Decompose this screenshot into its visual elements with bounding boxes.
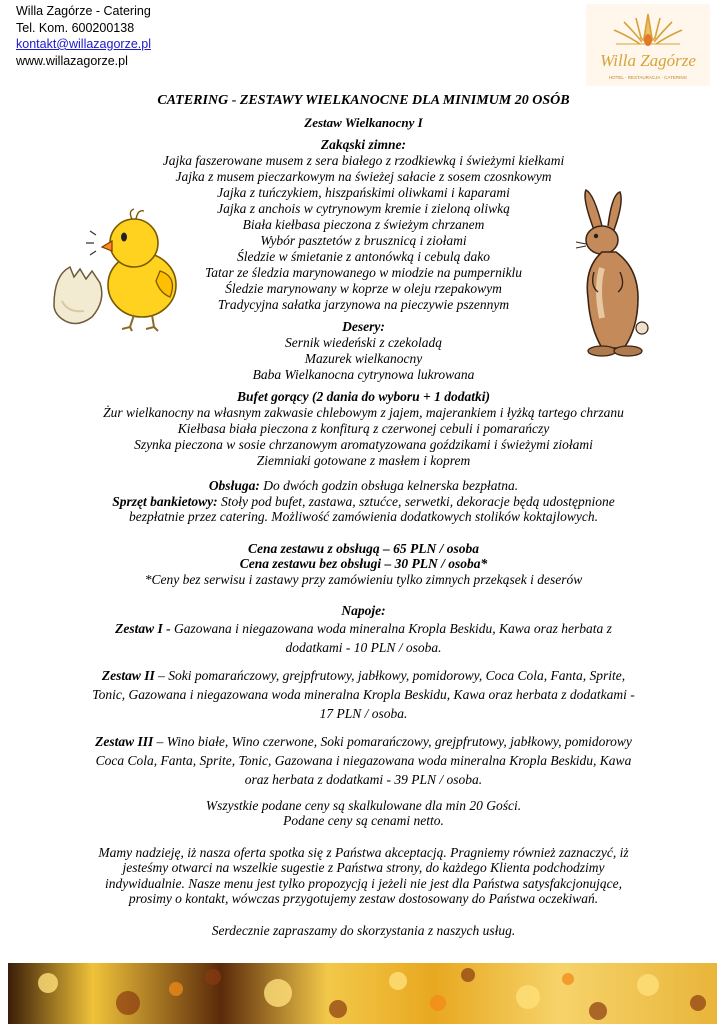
list-item: Śledzie marynowany w koprze w oleju rzepakowym — [225, 281, 502, 296]
willa-zagorze-logo — [586, 4, 710, 86]
list-item: Biała kiełbasa pieczona z świeżym chrzanem — [242, 217, 485, 232]
list-item: Jajka z tuńczykiem, hiszpańskimi oliwkami i kaparami — [217, 185, 510, 200]
floral-banner-icon — [8, 963, 717, 1024]
price-with-service: Cena zestawu z obsługą – 65 PLN / osoba — [247, 540, 480, 556]
list-item: Tradycyjna sałatka jarzynowa na pieczywie pszennym — [217, 297, 510, 312]
closing-paragraph: Mamy nadzieję, iż nasza oferta spotka się z Państwa akceptacją. Pragniemy również zaznaczyć, iż jesteśmy otwarci na wszelkie sugestie z Państwa strony, do każdego Klienta podchodzimy indywidualnie. Nasze menu jest tylko propozycją i jeżeli nie jest dla Państwa satysfakcjonujące, prosimy o kontakt, wówczas przygotujemy zestaw dostosowany do Państwa oczekiwań. — [98, 844, 629, 906]
list-item: Mazurek wielkanocny — [304, 351, 423, 366]
footer-decoration-image — [8, 963, 717, 1024]
list-item: Jajka faszerowane musem z sera białego z rzodkiewką i świeżymi kiełkami — [162, 153, 565, 168]
logo-graphic — [586, 4, 710, 86]
list-item: Żur wielkanocny na własnym zakwasie chlebowym z jajem, majerankiem i łyżką tartego chrzanu — [103, 405, 624, 420]
list-item: Ziemniaki gotowane z masłem i koprem — [256, 453, 471, 468]
drinks-set-label: Zestaw III — [95, 733, 154, 749]
list-item: Baba Wielkanocna cytrynowa lukrowana — [252, 367, 475, 382]
price-without-service: Cena zestawu bez obsługi – 30 PLN / osoba* — [239, 556, 488, 571]
list-item: Sernik wiedeński z czekoladą — [284, 335, 443, 350]
net-price-note: Podane ceny są cenami netto. — [283, 813, 444, 828]
list-item: Jajka z musem pieczarkowym na świeżej sałacie z sosem czosnkowym — [175, 169, 552, 184]
service-info — [86, 478, 641, 494]
hot-buffet-heading: Bufet gorący (2 dania do wyboru + 1 dodatki) — [237, 389, 490, 404]
drinks-set-label: Zestaw II — [101, 667, 155, 683]
invitation-text: Serdecznie zapraszamy do skorzystania z naszych usług. — [211, 922, 516, 938]
list-item: Jajka z anchois w cytrynowym kremie i zieloną oliwką — [217, 201, 510, 216]
logo-tagline: HOTEL · RESTAURACJA · CATERING — [608, 75, 688, 80]
list-item: Tatar ze śledzia marynowanego w miodzie na pumperniklu — [204, 265, 523, 280]
equipment-text: Stoły pod bufet, zastawa, sztućce, serwetki, dekoracje będą udostępnione bezpłatnie przez catering. Możliwość zamówienia dodatkowych stolików koktajlowych. — [128, 493, 615, 524]
drinks-set-text: – Wino białe, Wino czerwone, Soki pomarańczowy, grejpfrutowy, jabłkowy, pomidorowy Coca Cola, Fanta, Sprite, Tonic, Gazowana i niegazowana woda mineralna Kropla Beskidu, Kawa oraz herbata z dodatkami - 39 PLN / osoba. — [95, 733, 632, 787]
desserts-list — [86, 335, 641, 383]
list-item: Kiełbasa biała pieczona z konfiturą z czerwonej cebuli i pomarańczy — [177, 421, 550, 436]
page-title: CATERING - ZESTAWY WIELKANOCNE DLA MINIMUM 20 OSÓB — [157, 93, 570, 108]
drinks-set-text: Gazowana i niegazowana woda mineralna Kropla Beskidu, Kawa oraz herbata z dodatkami - 10 PLN / osoba. — [170, 620, 612, 655]
website-text: www.willazagorze.pl — [16, 53, 128, 68]
service-label: Obsługa: — [208, 478, 260, 493]
contact-block — [16, 3, 151, 69]
logo-name: Willa Zagórze — [600, 51, 696, 70]
drinks-set-label: Zestaw I - — [115, 620, 171, 636]
catering-offer — [86, 92, 641, 938]
drinks-set-2 — [86, 666, 641, 723]
desserts-heading: Desery: — [342, 319, 385, 334]
service-text: Do dwóch godzin obsługa kelnerska bezpłatna. — [259, 478, 519, 493]
phone-number: Tel. Kom. 600200138 — [16, 20, 135, 35]
list-item: Szynka pieczona w sosie chrzanowym aromatyzowana goździkami i świeżymi ziołami — [134, 437, 593, 452]
email-link[interactable]: kontakt@willazagorze.pl — [16, 37, 151, 51]
equipment-info — [86, 494, 641, 525]
company-name: Willa Zagórze - Catering — [16, 4, 151, 18]
list-item: Wybór pasztetów z brusznicą i ziołami — [260, 233, 467, 248]
drinks-set-text: – Soki pomarańczowy, grejpfrutowy, jabłkowy, pomidorowy, Coca Cola, Fanta, Sprite, Tonic, Gazowana i niegazowana woda mineralna Kropla Beskidu, Kawa oraz herbata z dodatkami - 17 PLN / osoba. — [92, 667, 635, 721]
equipment-label: Sprzęt bankietowy: — [112, 493, 218, 509]
cold-starters-list — [86, 153, 641, 313]
drinks-set-3 — [86, 732, 641, 789]
list-item: Śledzie w śmietanie z antonówką i cebulą dako — [236, 249, 491, 264]
drinks-set-1 — [86, 619, 641, 657]
hot-buffet-list — [86, 405, 641, 469]
price-note: *Ceny bez serwisu i zastawy przy zamówieniu tylko zimnych przekąsek i deserów — [144, 571, 583, 587]
set-subtitle: Zestaw Wielkanocny I — [304, 115, 423, 130]
price-calc-note: Wszystkie podane ceny są skalkulowane dla min 20 Gości. — [205, 797, 522, 813]
drinks-heading: Napoje: — [341, 603, 386, 618]
cold-starters-heading: Zakąski zimne: — [320, 137, 407, 152]
